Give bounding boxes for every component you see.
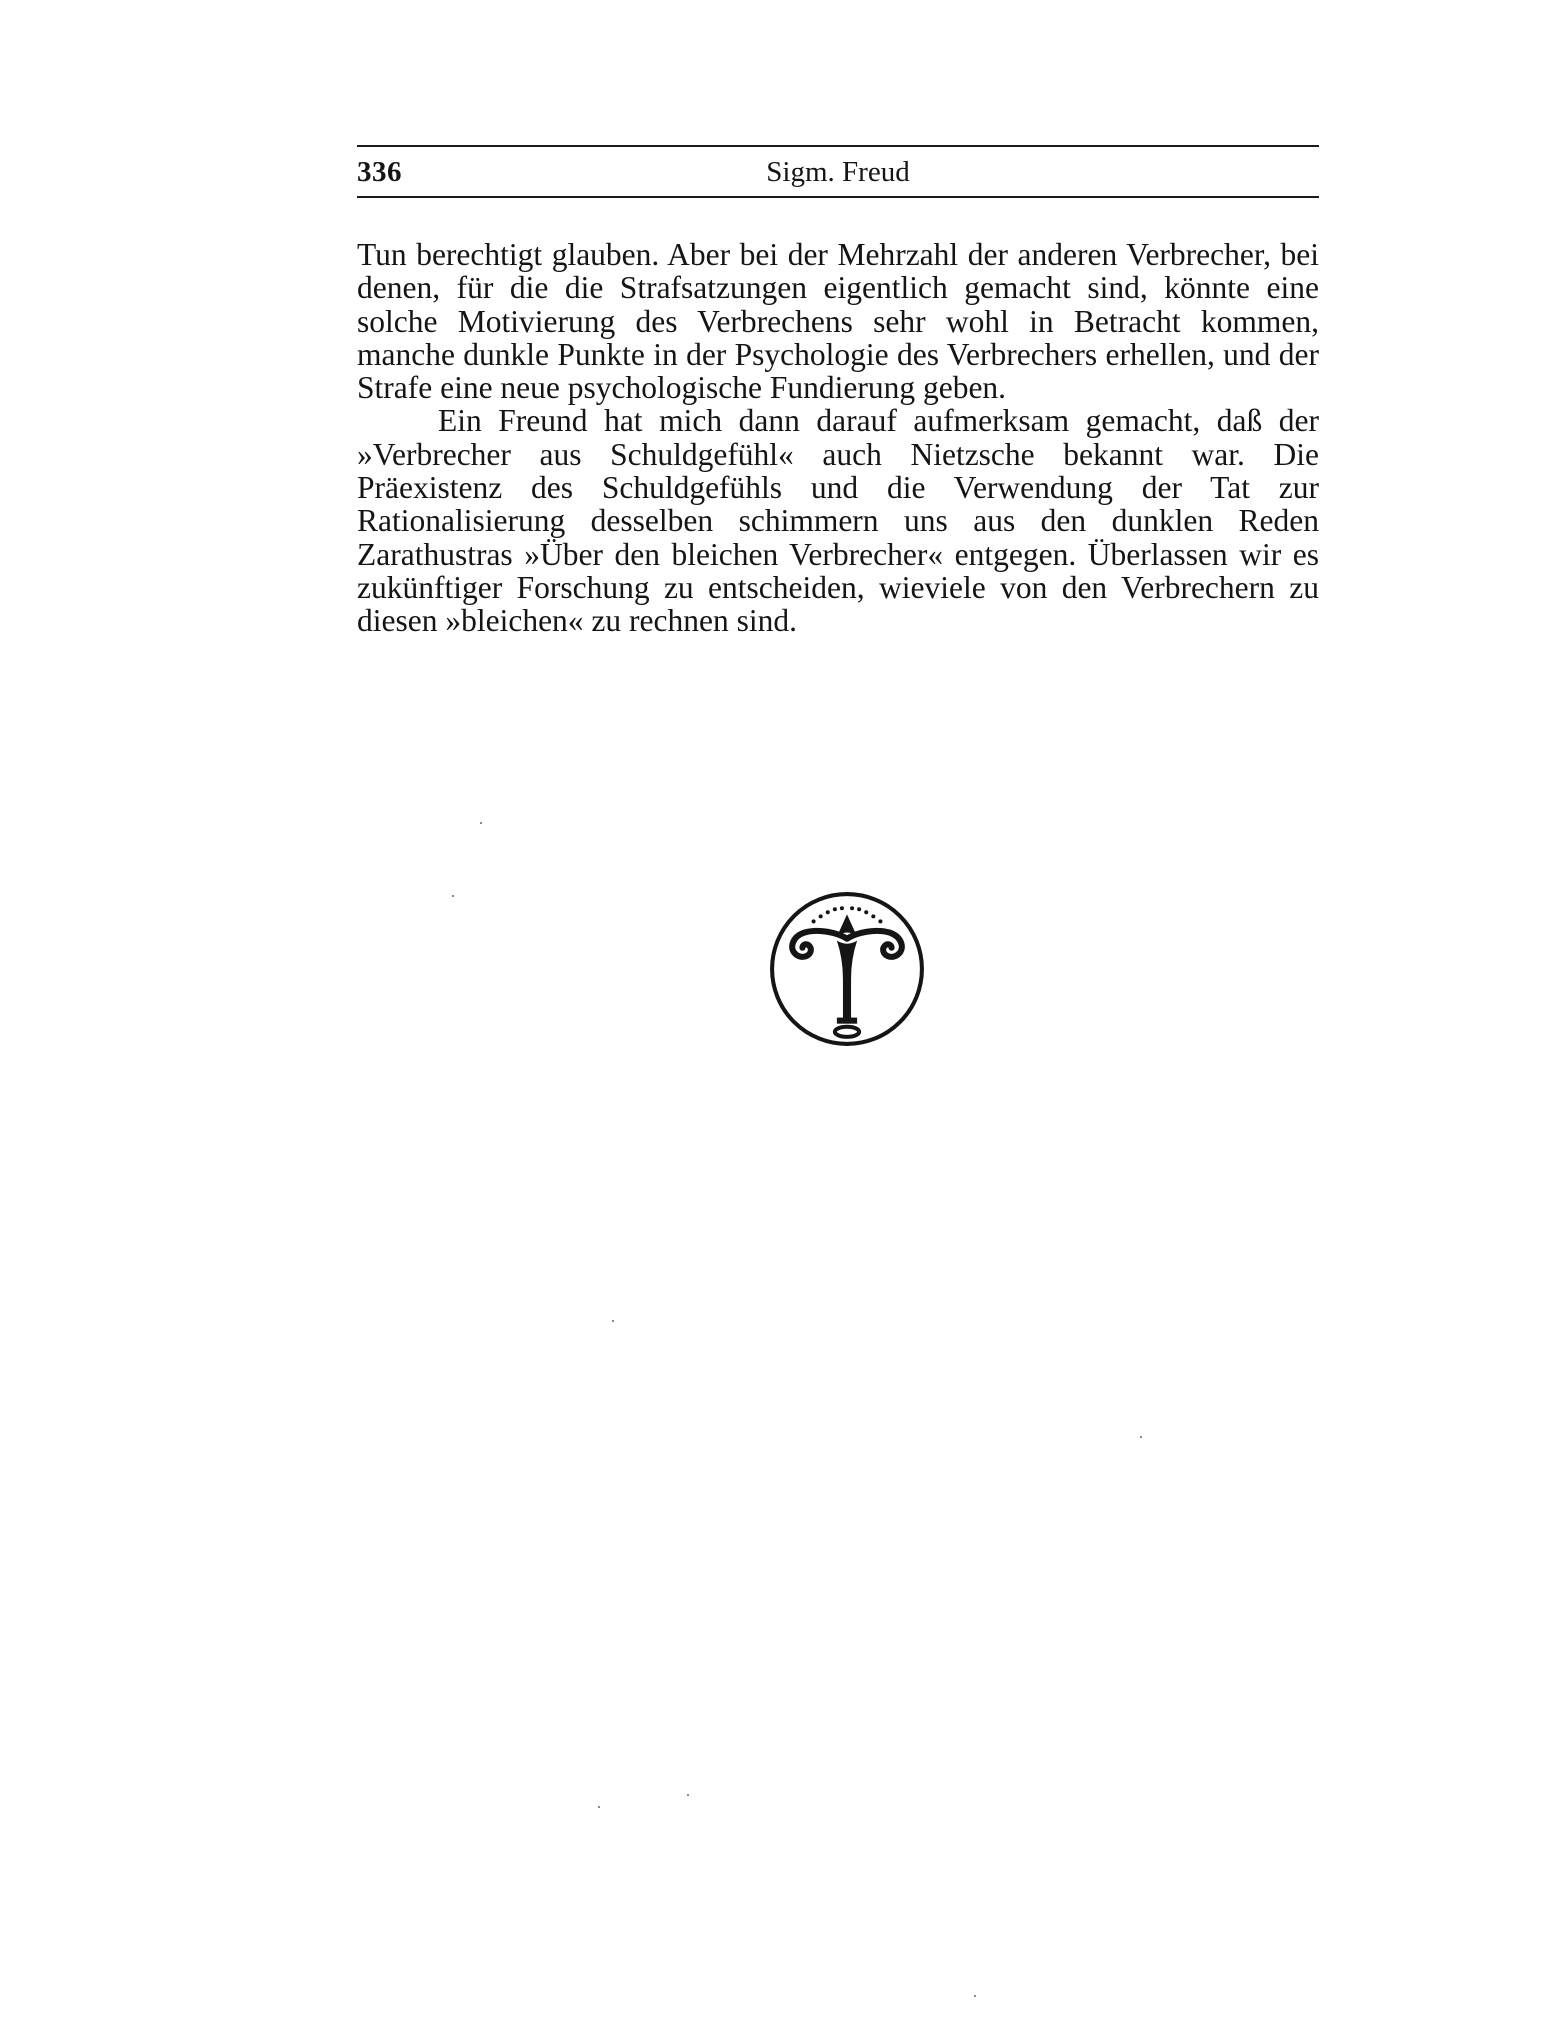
body-text: [357, 238, 1319, 638]
publisher-emblem-icon: [766, 888, 928, 1050]
paper-speck: [612, 1320, 614, 1322]
header-rule-top: [357, 145, 1319, 147]
header-rule-bottom: [357, 196, 1319, 198]
running-title: Sigm. Freud: [766, 156, 910, 188]
paper-speck: [1140, 1436, 1142, 1438]
paragraph: Tun berechtigt glauben. Aber bei der Mehrzahl der anderen Verbrecher, bei denen, für die die Strafsatzungen eigentlich gemacht sind, könnte eine solche Motivierung des Verbrechens sehr wohl in Betracht kommen, manche dunkle Punkte in der Psychologie des Verbrechers erhellen, und der Strafe eine neue psychologische Fundierung geben.: [357, 237, 1319, 406]
paper-speck: [974, 1995, 976, 1997]
page-number: 336: [357, 156, 402, 188]
paper-speck: [452, 895, 454, 897]
paragraph: Ein Freund hat mich dann darauf aufmerksam gemacht, daß der »Verbrecher aus Schuldgefühl« auch Nietzsche bekannt war. Die Präexistenz des Schuldgefühls und die Verwendung der Tat zur Rationalisierung desselben schimmern uns aus den dunklen Reden Zarathustras »Über den bleichen Verbrecher« entgegen. Überlassen wir es zukünftiger Forschung zu entscheiden, wieviele von den Verbrechern zu diesen »bleichen« zu rechnen sind.: [357, 403, 1319, 639]
paper-speck: [598, 1806, 600, 1808]
paper-speck: [480, 822, 482, 824]
paper-speck: [687, 1794, 689, 1796]
